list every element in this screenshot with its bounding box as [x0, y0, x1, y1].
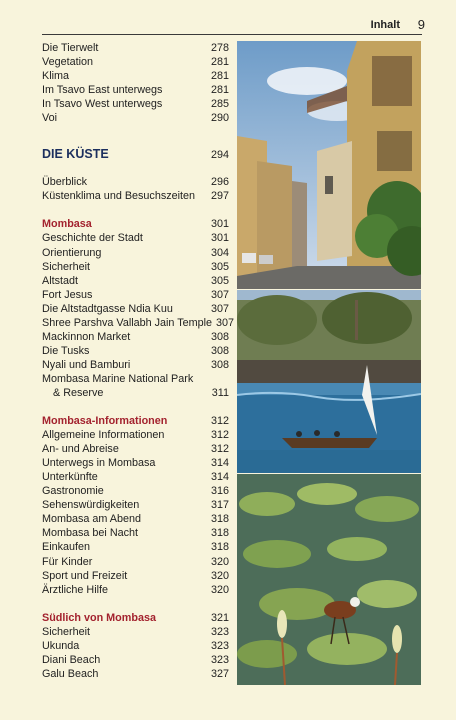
- toc-entry[interactable]: [42, 372, 229, 386]
- table-of-contents: [42, 41, 235, 681]
- toc-entry[interactable]: [42, 428, 229, 442]
- toc-entry-title: Für Kinder: [42, 555, 93, 568]
- toc-entry-page: 318: [210, 513, 229, 526]
- toc-entry-page: 301: [210, 232, 229, 245]
- toc-entry[interactable]: [42, 358, 229, 372]
- toc-entry[interactable]: [42, 639, 229, 653]
- toc-entry[interactable]: [42, 442, 229, 456]
- toc-entry-title: Überblick: [42, 176, 88, 189]
- toc-entry-page: 318: [210, 527, 229, 540]
- toc-entry[interactable]: [42, 316, 235, 330]
- toc-entry-page: 281: [210, 70, 229, 83]
- toc-entry-page: 305: [210, 274, 229, 287]
- toc-entry-title: Allgemeine Informationen: [42, 429, 165, 442]
- toc-entry-page: 281: [210, 56, 229, 69]
- toc-entry[interactable]: [42, 540, 229, 554]
- toc-entry-title: Die Altstadtgasse Ndia Kuu: [42, 302, 173, 315]
- toc-entry[interactable]: [42, 288, 229, 302]
- toc-entry-title: & Reserve: [53, 386, 104, 399]
- toc-entry[interactable]: [42, 470, 229, 484]
- toc-entry-title: Unterwegs in Mombasa: [42, 457, 156, 470]
- toc-entry-title: Im Tsavo East unterwegs: [42, 84, 163, 97]
- toc-entry-title: Südlich von Mombasa: [42, 611, 156, 624]
- toc-entry-page: 296: [210, 176, 229, 189]
- toc-entry-title: Sicherheit: [42, 260, 91, 273]
- toc-entry-page: 323: [210, 639, 229, 652]
- toc-entry-title: Mombasa-Informationen: [42, 415, 168, 428]
- toc-entry-title: Küstenklima und Besuchszeiten: [42, 190, 196, 203]
- toc-entry-page: 323: [210, 625, 229, 638]
- toc-entry-title: Mombasa: [42, 218, 92, 231]
- toc-section-heading[interactable]: [42, 611, 229, 625]
- toc-spacer: [42, 400, 229, 414]
- toc-entry[interactable]: [42, 260, 229, 274]
- toc-entry[interactable]: [42, 569, 229, 583]
- header-rule: [42, 34, 422, 35]
- toc-entry-title: Einkaufen: [42, 541, 91, 554]
- toc-entry-title: Geschichte der Stadt: [42, 232, 143, 245]
- toc-entry-title: Mackinnon Market: [42, 330, 131, 343]
- toc-entry[interactable]: [42, 41, 229, 55]
- toc-entry-title: Die Tierwelt: [42, 42, 99, 54]
- toc-entry-page: 311: [211, 386, 229, 399]
- toc-entry-page: 290: [210, 112, 229, 125]
- toc-entry-page: 297: [210, 190, 229, 203]
- toc-entry[interactable]: [42, 246, 229, 260]
- toc-entry-title: Sport und Freizeit: [42, 569, 128, 582]
- toc-entry[interactable]: [42, 386, 229, 400]
- toc-entry-page: 314: [210, 457, 229, 470]
- toc-entry-page: 321: [210, 611, 229, 624]
- toc-entry[interactable]: [42, 55, 229, 69]
- toc-entry-title: Klima: [42, 70, 69, 83]
- running-head-title: Inhalt: [370, 19, 400, 31]
- toc-entry-page: 281: [210, 84, 229, 97]
- toc-entry-page: 294: [210, 149, 229, 162]
- toc-section-heading[interactable]: [42, 414, 229, 428]
- toc-entry-title: Mombasa bei Nacht: [42, 527, 139, 540]
- toc-entry[interactable]: [42, 512, 229, 526]
- photo-column: [237, 41, 421, 685]
- toc-entry[interactable]: [42, 653, 229, 667]
- toc-entry-title: In Tsavo West unterwegs: [42, 98, 163, 111]
- toc-entry-title: Sehenswürdigkeiten: [42, 499, 140, 512]
- toc-entry[interactable]: [42, 189, 229, 203]
- toc-entry-page: 308: [210, 330, 229, 343]
- toc-spacer: [42, 161, 229, 175]
- lily-pond-bird-photo: [237, 474, 421, 685]
- toc-entry[interactable]: [42, 344, 229, 358]
- toc-entry[interactable]: [42, 231, 229, 245]
- toc-entry-title: Gastronomie: [42, 485, 104, 498]
- toc-entry[interactable]: [42, 83, 229, 97]
- toc-entry-title: Ärztliche Hilfe: [42, 583, 108, 596]
- toc-entry-page: 316: [210, 485, 229, 498]
- toc-entry-page: 307: [210, 288, 229, 301]
- toc-entry-page: 327: [210, 667, 229, 680]
- toc-entry-page: 312: [210, 443, 229, 456]
- toc-entry-title: Mombasa Marine National Park: [42, 372, 194, 385]
- toc-spacer: [42, 125, 229, 147]
- toc-entry[interactable]: [42, 498, 229, 512]
- toc-entry-title: DIE KÜSTE: [42, 147, 109, 162]
- toc-entry-page: 285: [210, 98, 229, 111]
- toc-entry-page: 320: [210, 583, 229, 596]
- toc-entry[interactable]: [42, 484, 229, 498]
- toc-entry-page: 307: [216, 316, 235, 329]
- toc-entry-title: An- und Abreise: [42, 443, 119, 456]
- toc-entry[interactable]: [42, 69, 229, 83]
- toc-entry-title: Vegetation: [42, 56, 94, 69]
- toc-entry-page: 308: [210, 358, 229, 371]
- toc-entry-title: Shree Parshva Vallabh Jain Temple: [42, 316, 213, 329]
- toc-entry[interactable]: [42, 175, 229, 189]
- toc-entry-title: Die Tusks: [42, 344, 90, 357]
- toc-entry[interactable]: [42, 330, 229, 344]
- toc-entry-page: 317: [210, 499, 229, 512]
- toc-entry-title: Mombasa am Abend: [42, 513, 142, 526]
- toc-entry-title: Unterkünfte: [42, 471, 98, 484]
- toc-entry[interactable]: [42, 111, 229, 125]
- toc-entry-title: Ukunda: [42, 639, 80, 652]
- page-number: 9: [417, 17, 425, 32]
- toc-entry-page: 320: [210, 555, 229, 568]
- toc-entry[interactable]: [42, 302, 229, 316]
- toc-entry[interactable]: [42, 583, 229, 597]
- toc-entry[interactable]: [42, 274, 229, 288]
- toc-entry-page: 305: [210, 260, 229, 273]
- toc-entry-title: Altstadt: [42, 274, 79, 287]
- toc-entry-title: Fort Jesus: [42, 288, 93, 301]
- toc-chapter-heading[interactable]: [42, 147, 229, 161]
- toc-entry[interactable]: [42, 555, 229, 569]
- toc-entry-page: 278: [210, 42, 229, 54]
- toc-entry-page: 304: [210, 246, 229, 259]
- toc-entry-title: Nyali und Bamburi: [42, 358, 131, 371]
- old-town-street-photo: [237, 41, 421, 289]
- toc-entry[interactable]: [42, 667, 229, 681]
- toc-entry-page: 312: [210, 415, 229, 428]
- toc-spacer: [42, 203, 229, 217]
- toc-entry[interactable]: [42, 625, 229, 639]
- toc-spacer: [42, 597, 229, 611]
- toc-entry-page: 312: [210, 429, 229, 442]
- toc-entry-page: 307: [210, 302, 229, 315]
- toc-entry-page: 320: [210, 569, 229, 582]
- toc-entry-title: Orientierung: [42, 246, 102, 259]
- toc-entry-page: 323: [210, 653, 229, 666]
- toc-entry-page: 318: [210, 541, 229, 554]
- toc-entry[interactable]: [42, 97, 229, 111]
- toc-entry-title: Diani Beach: [42, 653, 101, 666]
- toc-entry[interactable]: [42, 526, 229, 540]
- toc-entry-page: 301: [210, 218, 229, 231]
- toc-entry-title: Voi: [42, 112, 58, 125]
- toc-entry-title: Sicherheit: [42, 625, 91, 638]
- toc-entry-page: 314: [210, 471, 229, 484]
- page-header: [0, 0, 456, 40]
- toc-section-heading[interactable]: [42, 217, 229, 231]
- dhow-boat-coast-photo: [237, 290, 421, 473]
- toc-entry-page: 308: [210, 344, 229, 357]
- toc-entry-title: Galu Beach: [42, 667, 99, 680]
- toc-entry[interactable]: [42, 456, 229, 470]
